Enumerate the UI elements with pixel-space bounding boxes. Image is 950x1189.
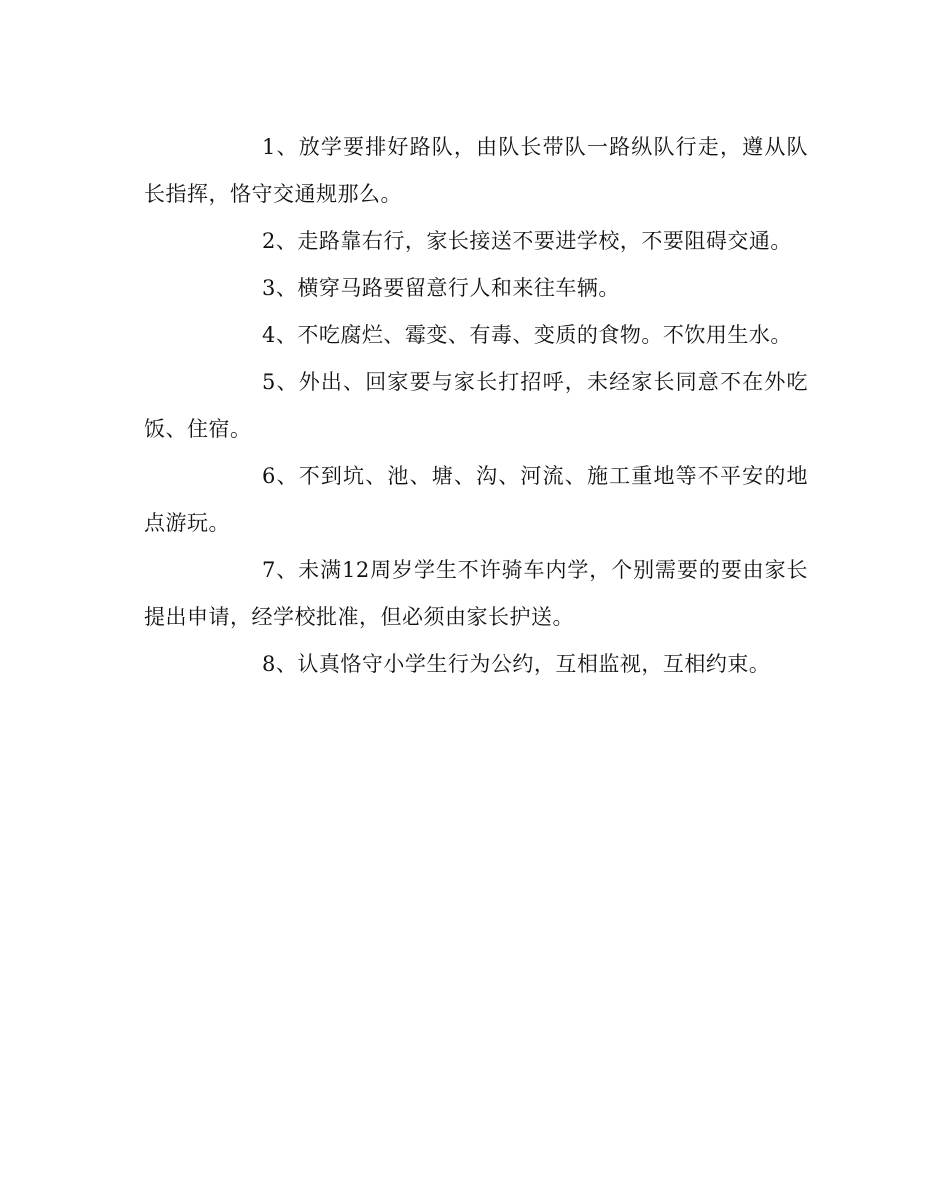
rules-list — [144, 124, 808, 688]
rule-paragraph-7: 7、未满12周岁学生不许骑车内学，个别需要的要由家长提出申请，经学校批准，但必须由家长护送。 — [144, 558, 808, 629]
rule-paragraph-1: 1、放学要排好路队，由队长带队一路纵队行走，遵从队长指挥，恪守交通规那么。 — [144, 135, 808, 206]
rule-paragraph-6: 6、不到坑、池、塘、沟、河流、施工重地等不平安的地点游玩。 — [144, 464, 808, 535]
rule-paragraph-3: 3、横穿马路要留意行人和来往车辆。 — [262, 276, 620, 300]
rule-paragraph-5: 5、外出、回家要与家长打招呼，未经家长同意不在外吃饭、住宿。 — [144, 370, 808, 441]
rule-paragraph-2: 2、走路靠右行，家长接送不要进学校，不要阻碍交通。 — [262, 229, 792, 253]
rule-paragraph-4: 4、不吃腐烂、霉变、有毒、变质的食物。不饮用生水。 — [262, 323, 792, 347]
rule-paragraph-8: 8、认真恪守小学生行为公约，互相监视，互相约束。 — [262, 652, 771, 676]
